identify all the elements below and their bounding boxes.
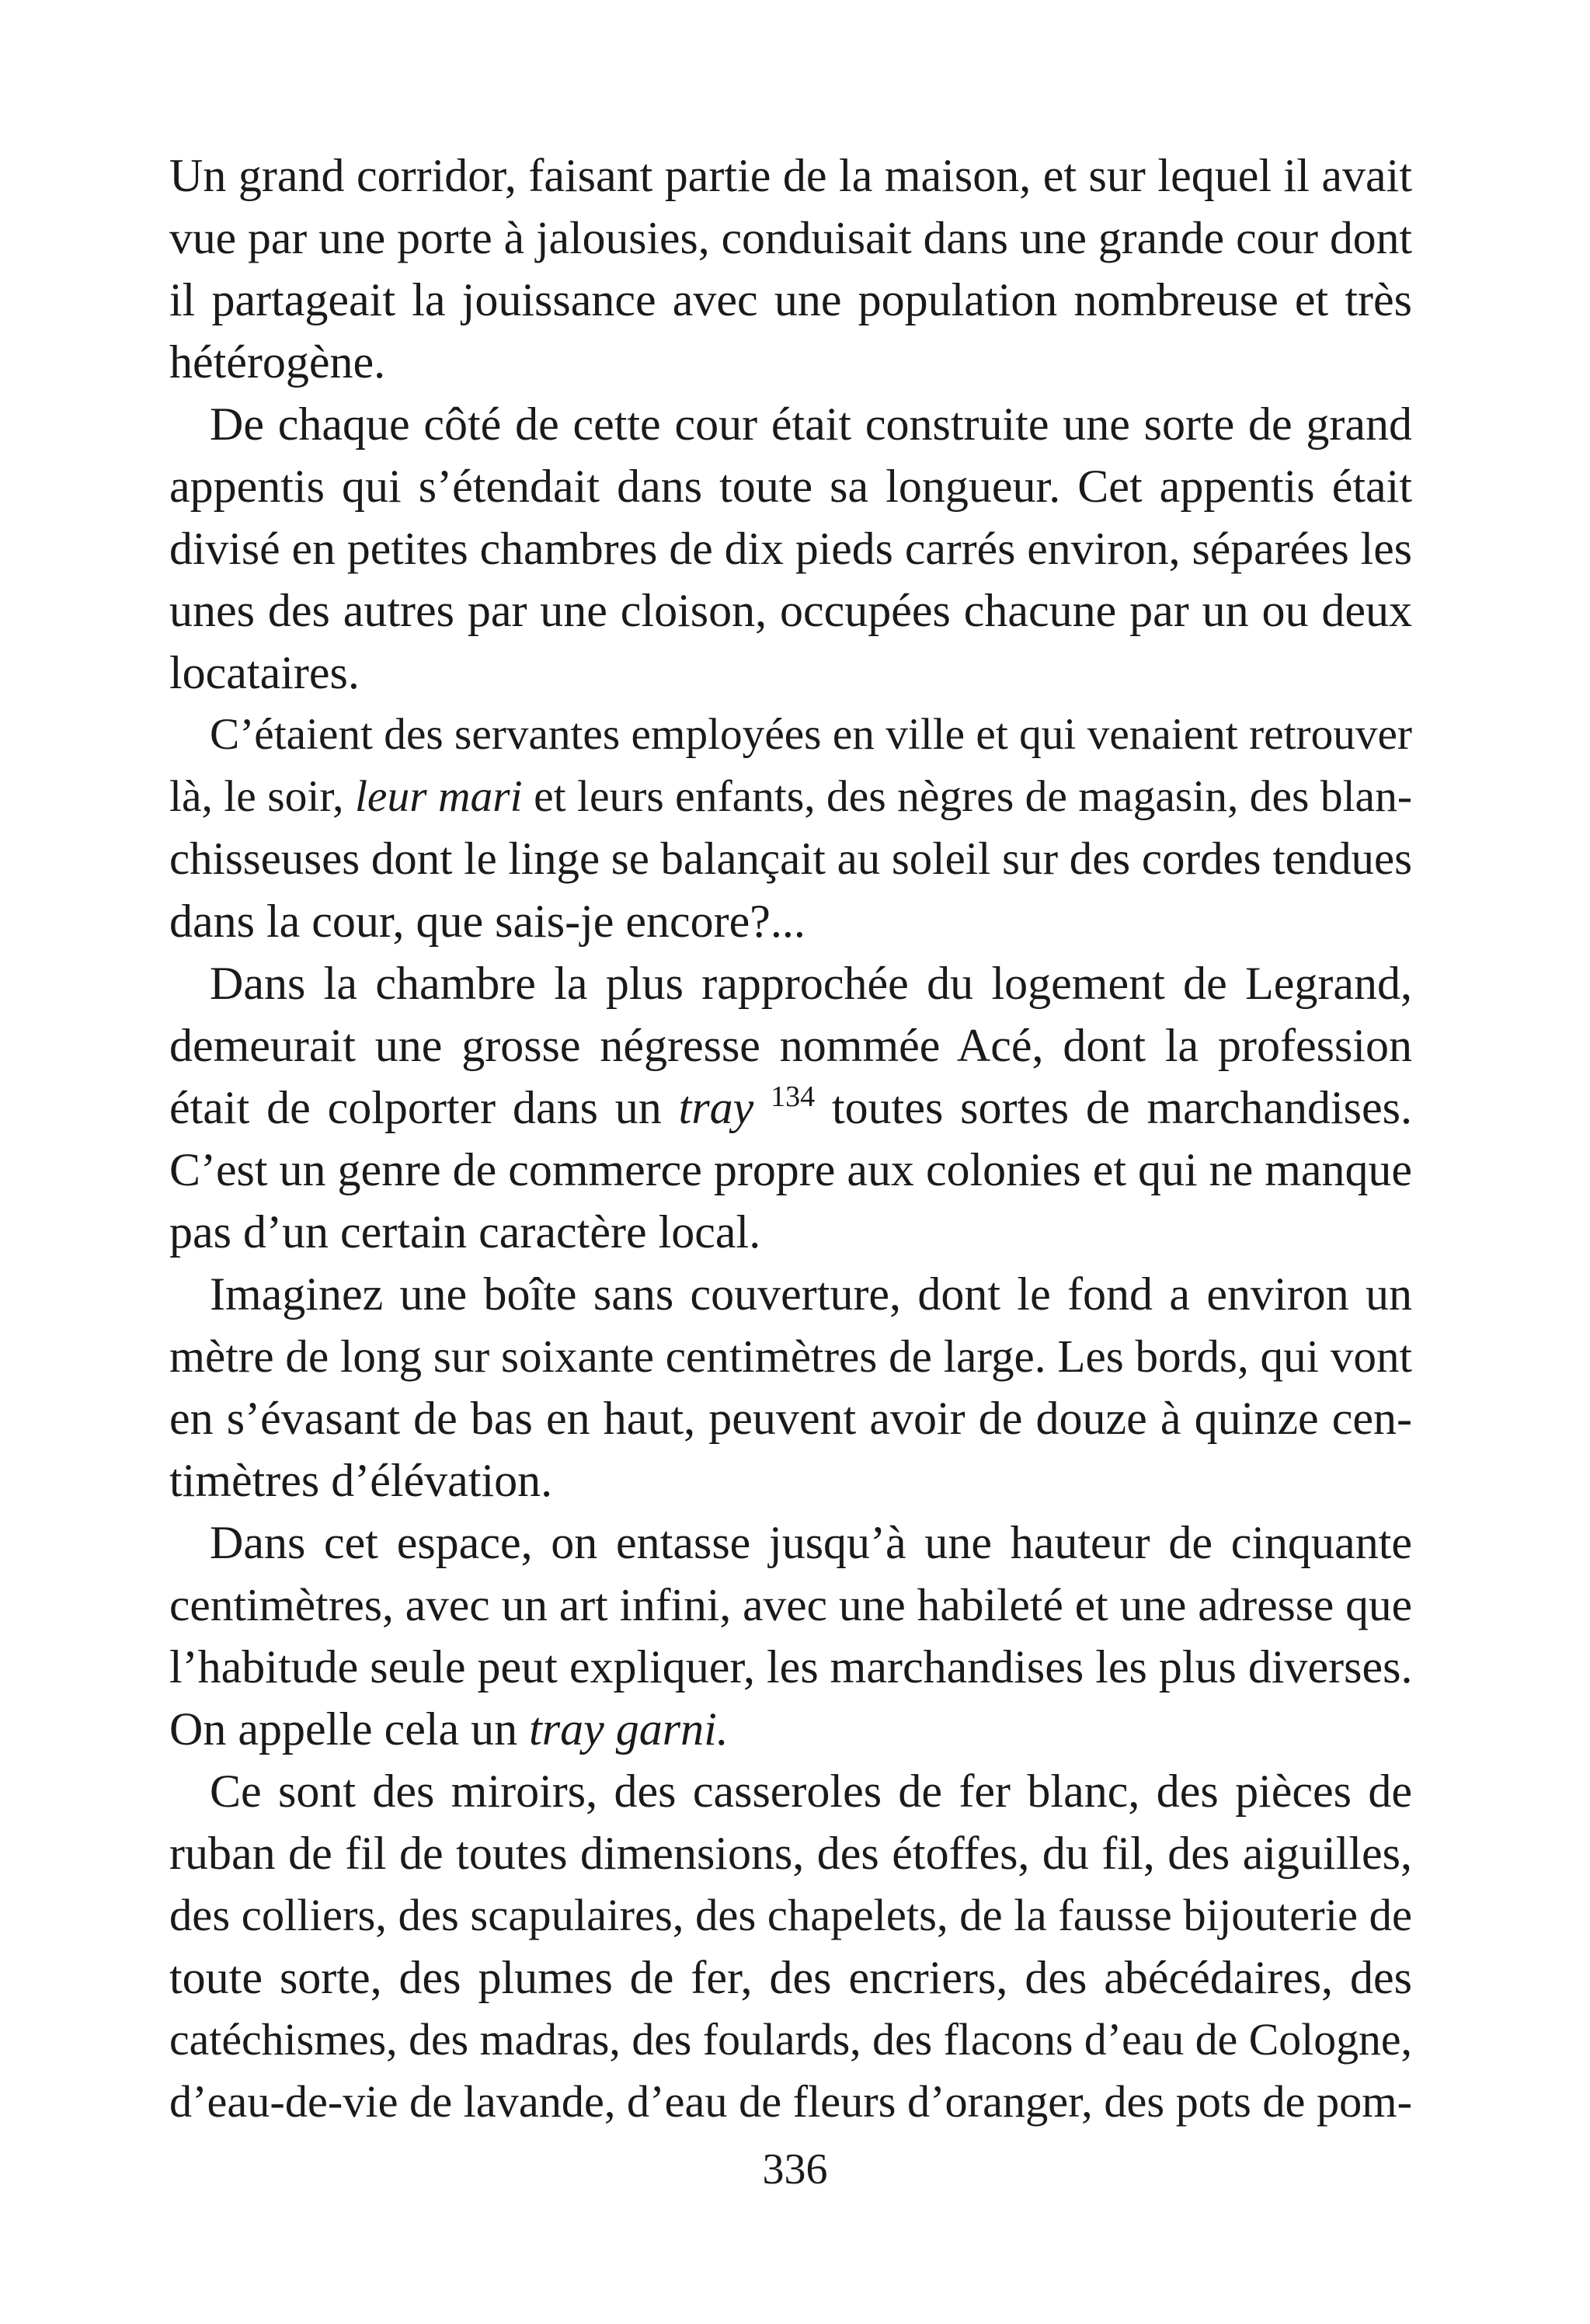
text-line: appentis qui s’étendait dans toute sa longueur. Cet appentis était — [169, 461, 1412, 512]
text-line: en s’évasant de bas en haut, peuvent avoir de douze à quinze cen- — [169, 1393, 1412, 1444]
paragraph-1 — [169, 144, 1412, 393]
text-line: l’habitude seule peut expliquer, les marchandises les plus diverses. — [169, 1641, 1413, 1693]
paragraph-3 — [169, 704, 1412, 952]
text-line: Dans la chambre la plus rapprochée du logement de Legrand, — [210, 958, 1412, 1009]
text-line: C’étaient des servantes employées en ville et qui venaient retrouver — [210, 710, 1412, 759]
text-line — [169, 1077, 1412, 1139]
text-line: demeurait une grosse négresse nommée Acé, dont la profession — [169, 1020, 1412, 1071]
text-segment: était de colporter dans un — [169, 1082, 679, 1133]
text-line: mètre de long sur soixante centimètres de large. Les bords, qui vont — [169, 1331, 1412, 1382]
paragraph-7 — [169, 1760, 1412, 2133]
text-line — [169, 766, 1412, 828]
text-line: locataires. — [169, 647, 360, 698]
text-line: catéchismes, des madras, des foulards, des flacons d’eau de Cologne, — [169, 2015, 1412, 2065]
text-line: Imaginez une boîte sans couverture, dont le fond a environ un — [210, 1268, 1412, 1320]
text-line: timètres d’élévation. — [169, 1455, 553, 1506]
text-line: dans la cour, que sais-je encore?... — [169, 896, 805, 947]
text-line: De chaque côté de cette cour était construite une sorte de grand — [210, 398, 1412, 450]
text-line: hétérogène. — [169, 336, 386, 388]
text-line: il partageait la jouissance avec une population nombreuse et très — [169, 274, 1412, 325]
text-line: pas d’un certain caractère local. — [169, 1206, 761, 1258]
italic-phrase: tray — [678, 1082, 754, 1133]
text-segment: là, le soir, — [169, 772, 355, 821]
text-line: Un grand corridor, faisant partie de la maison, et sur lequel il avait — [169, 150, 1412, 201]
italic-phrase: tray garni. — [529, 1703, 729, 1755]
text-line: unes des autres par une cloison, occupées chacune par un ou deux — [169, 585, 1412, 636]
italic-phrase: leur mari — [354, 772, 523, 821]
paragraph-6 — [169, 1512, 1412, 1760]
text-line: d’eau-de-vie de lavande, d’eau de fleurs d’oranger, des pots de pom- — [169, 2076, 1412, 2127]
text-segment: et leurs enfants, des nègres de magasin, des blan- — [522, 772, 1413, 821]
footnote-marker: 134 — [771, 1080, 816, 1113]
paragraph-5 — [169, 1263, 1412, 1512]
text-line: Ce sont des miroirs, des casseroles de fer blanc, des pièces de — [210, 1766, 1412, 1817]
text-line — [169, 1698, 1412, 1760]
text-line: ruban de fil de toutes dimensions, des étoffes, du fil, des aiguilles, — [169, 1828, 1412, 1879]
text-segment: toutes sortes de marchandises. — [815, 1082, 1412, 1133]
paragraph-2 — [169, 393, 1412, 704]
text-line: divisé en petites chambres de dix pieds carrés environ, séparées les — [169, 523, 1412, 574]
paragraph-4 — [169, 952, 1412, 1263]
text-line: vue par une porte à jalousies, conduisait dans une grande cour dont — [169, 212, 1412, 263]
text-line: des colliers, des scapulaires, des chapelets, de la fausse bijouterie de — [169, 1890, 1412, 1940]
page-number: 336 — [762, 2145, 828, 2194]
text-line: chisseuses dont le linge se balançait au soleil sur des cordes tendues — [169, 833, 1412, 884]
body-text — [169, 144, 1412, 2133]
text-line: centimètres, avec un art infini, avec une habileté et une adresse que — [169, 1579, 1412, 1630]
text-line: C’est un genre de commerce propre aux colonies et qui ne manque — [169, 1144, 1412, 1195]
text-segment: On appelle cela un — [169, 1703, 530, 1755]
text-line: Dans cet espace, on entasse jusqu’à une hauteur de cinquante — [210, 1517, 1412, 1568]
text-line: toute sorte, des plumes de fer, des encriers, des abécédaires, des — [169, 1952, 1412, 2003]
